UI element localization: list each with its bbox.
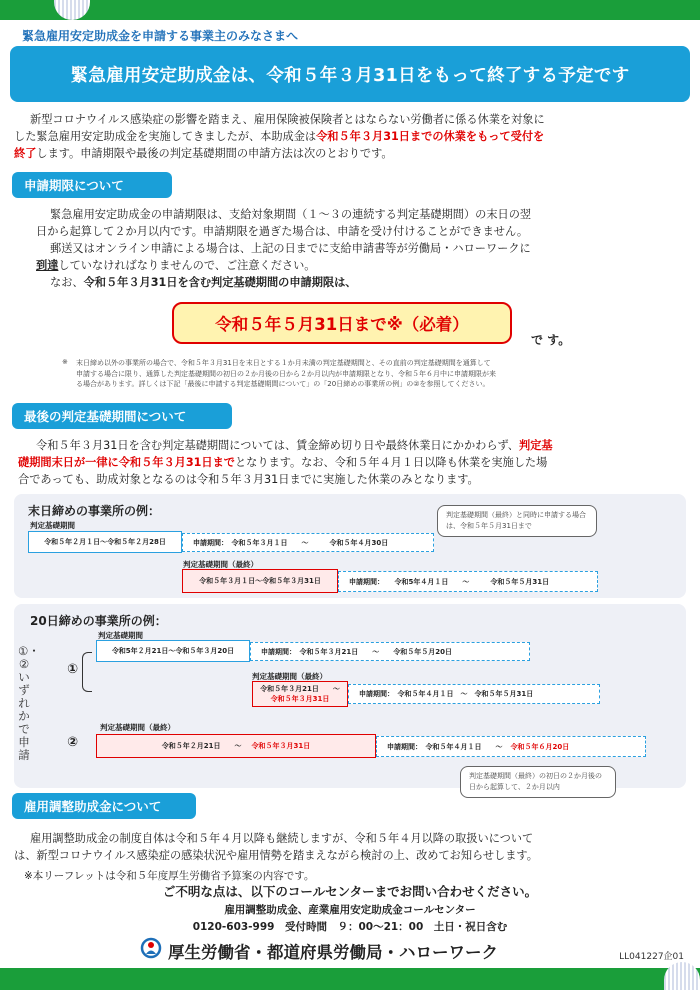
employment-adjustment-line-1: 雇用調整助成金の制度自体は令和５年４月以降も継続しますが、令和５年４月以降の取扱いについて [30,832,534,845]
section-heading-last-period: 最後の判定基礎期間について [12,403,232,429]
last-period-line-1: 令和５年３月31日を含む判定基礎期間については、賃金締め切り日や最終休業日にかかわらず、判定基 [36,439,553,452]
main-banner: 緊急雇用安定助成金は、令和５年３月31日をもって終了する予定です [10,46,690,102]
example-20th-label-1: 判定基礎期間 [98,631,143,640]
example-month-end-period-1: 令和５年２月１日～令和５年２月28日 [28,531,182,553]
deadline-line-2: 日から起算して２か月以内です。申請期限を過ぎた場合は、申請を受け付けることができません。 [36,225,529,238]
example-month-end-apply-2: 申請期間： 令和5年４月１日 〜 令和５年５月31日 [338,571,598,592]
example-20th-callout: 判定基礎期間（最終）の初日の２か月後の日から起算して、２か月以内 [460,766,616,798]
intro-line-2: した緊急雇用安定助成金を実施してきましたが、本助成金は令和５年３月31日までの休業をもって受付を [14,130,545,143]
example-month-end-period-2: 令和５年３月１日～令和５年３月31日 [182,569,338,593]
inquiry-text: ご不明な点は、以下のコールセンターまでお問い合わせください。 [162,884,538,899]
ministry-logo [140,937,162,959]
intro-line-1: 新型コロナウイルス感染症の影響を踏まえ、雇用保険被保険者とはならない労働者に係る休業を対象に [30,113,545,126]
section-heading-employment-adjustment: 雇用調整助成金について [12,793,196,819]
document-code: LL041227企01 [619,952,684,962]
employment-adjustment-line-2: は、新型コロナウイルス感染症の感染状況や雇用情勢を踏まえながら検討の上、改めてお知らせします。 [14,849,538,862]
example-20th-apply-1: 申請期間： 令和５年３月21日 〜 令和５年５月20日 [250,642,530,661]
example-20th-title: 20日締めの事業所の例： [30,614,167,628]
option-1-bracket [82,652,92,692]
top-green-bar [0,0,700,20]
bottom-decoration [664,962,700,990]
example-month-end-label-2: 判定基礎期間（最終） [183,560,258,569]
deadline-line-4: 到達していなければなりませんので、ご注意ください。 [36,259,316,272]
example-month-end-callout: 判定基礎期間（最終）と同時に申請する場合は、令和５年５月31日まで [437,505,597,537]
note-mark: ※ [62,358,68,366]
option-2-marker: ② [67,735,79,750]
deadline-line-3: 郵送又はオンライン申請による場合は、上記の日までに支給申請書等が労働局・ハローワークに [50,242,531,255]
example-20th-period-2: 令和５年３月21日 〜 令和５年３月31日 [252,681,348,707]
bottom-green-bar [0,968,700,990]
example-month-end-apply-1: 申請期間： 令和５年３月１日 〜 令和５年４月30日 [182,533,434,552]
example-20th-apply-2: 申請期間： 令和５年４月１日 〜 令和５年５月31日 [348,684,600,704]
section-heading-deadline: 申請期限について [12,172,172,198]
example-month-end-label-1: 判定基礎期間 [30,521,75,530]
example-month-end-title: 末日締めの事業所の例： [28,504,161,518]
deadline-line-1: 緊急雇用安定助成金の申請期限は、支給対象期間（１～３の連続する判定基礎期間）の末日の翌 [50,208,532,221]
example-20th-vertical-note: ①・②いずれかで申請 [18,644,40,762]
example-20th-label-2: 判定基礎期間（最終） [252,672,327,681]
call-center-phone: 0120-603-999 受付時間 ９：00～21：00 土日・祝日含む [192,921,508,933]
deadline-suffix: で す。 [531,333,571,347]
example-20th-label-3: 判定基礎期間（最終） [100,723,175,732]
example-20th-period-3: 令和５年２月21日 〜 令和５年３月31日 [96,734,376,758]
option-1-marker: ① [67,662,79,677]
deadline-note: 末日締め以外の事業所の場合で、令和５年３月31日を末日とする１か月未満の判定基礎期間と、その直前の判定基礎期間を通算して 申請する場合に限り、通算した判定基礎期間の初日の２か月後の日から２か月以内が申請期限となり、令和５年６月中に申請期限が来 る場合があります。詳しくは下記「最後に申請する判定基礎期間について」の「20日締めの事業所の例」の②を参照してください。 [76,359,496,388]
intro-line-3: 終了します。申請期限や最後の判定基礎期間の申請方法は次のとおりです。 [14,147,393,160]
audience-subtitle: 緊急雇用安定助成金を申請する事業主のみなさまへ [22,29,299,43]
example-20th-period-1: 令和5年２月21日～令和５年３月20日 [96,640,250,662]
last-period-line-2: 礎期間末日が一律に令和５年３月31日までとなります。なお、令和５年４月１日以降も休業を実施した場 [18,456,548,469]
call-center-name: 雇用調整助成金、産業雇用安定助成金コールセンター [224,904,476,916]
deadline-line-5: なお、令和５年３月31日を含む判定基礎期間の申請期限は、 [50,276,357,289]
example-20th-apply-3: 申請期間： 令和５年４月１日 〜 令和５年６月20日 [376,736,646,757]
deadline-highlight-box: 令和５年５月31日まで※（必着） [172,302,512,344]
leaflet-note: ※本リーフレットは令和５年度厚生労働省予算案の内容です。 [24,870,315,882]
organization-name: 厚生労働省・都道府県労働局・ハローワーク [168,943,498,962]
last-period-line-3: 合であっても、助成対象となるのは令和５年３月31日までに実施した休業のみとなります。 [18,473,479,486]
